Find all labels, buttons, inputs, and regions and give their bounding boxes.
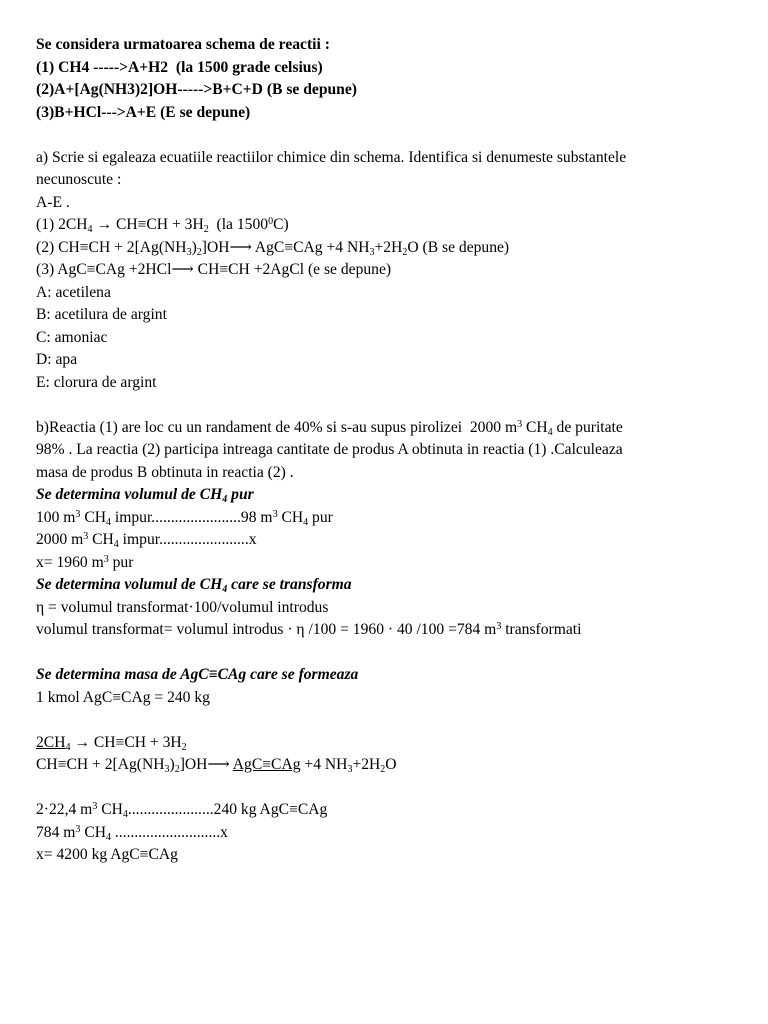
scheme-reaction-3: (3)B+HCl--->A+E (E se depune)	[36, 103, 251, 121]
part-a-question-line-2: necunoscute :	[36, 171, 122, 188]
scheme-reaction-2: (2)A+[Ag(NH3)2]OH----->B+C+D (B se depune)	[36, 81, 357, 98]
calc-line-9: 2·22,4 $m^3$ $CH_4......................240$ kg AgC≡CAg	[36, 801, 328, 820]
scheme-reaction-1: (1) CH4 ----->A+H2 (la 1500 grade celsius)	[36, 58, 323, 76]
calc-line-7: $2CH_4 \to CH\equiv CH + 3H_2$	[36, 733, 187, 753]
heading-pure-volume: Se determina volumul de $CH_4$ pur	[36, 486, 254, 505]
identification-c: C: amoniac	[36, 328, 108, 346]
heading-transformed-volume: Se determina volumul de $CH_4$ care se transforma	[36, 576, 352, 595]
calc-line-8: $CH\equiv CH + 2[Ag(NH_3)_2]OH⟶$ AgC≡CAg +4 $NH_3+2H_2O$	[36, 756, 397, 775]
calc-line-3: x= 1960 $m^3$ pur	[36, 553, 134, 571]
scheme-title: Se considera urmatoarea schema de reactii :	[36, 36, 330, 53]
calc-line-5: volumul transformat= volumul introdus · η /100 = 1960 · 40 /100 =784 $m^3$ transformati	[36, 621, 582, 638]
document-page	[36, 34, 756, 867]
calc-line-6: 1 kmol AgC≡CAg = 240 kg	[36, 688, 210, 706]
part-b-question-line-3: masa de produs B obtinuta in reactia (2) .	[36, 463, 294, 481]
calc-line-10: 784 $m^3$ $CH_4$ ...........................x	[36, 823, 228, 843]
equation-3: (3) AgC≡CAg +2HCl⟶ CH≡CH +2AgCl (e se depune)	[36, 261, 392, 278]
part-b-question-line-2: 98% . La reactia (2) participa intreaga cantitate de produs A obtinuta in reactia (1) .Calculeaza	[36, 441, 623, 458]
calc-line-1: 100 $m^3$ $CH_4$ impur.......................98 $m^3$ $CH_4$ pur	[36, 508, 333, 528]
equation-1: (1) $2CH_4 \to CH\equiv CH + 3H_2$ (la 1500$^0$C)	[36, 216, 289, 235]
identification-d: D: apa	[36, 351, 78, 368]
part-a-question-line-1: a) Scrie si egaleaza ecuatiile reactiilor chimice din schema. Identifica si denumeste substantele	[36, 148, 627, 166]
identification-b: B: acetilura de argint	[36, 306, 167, 323]
identification-a: A: acetilena	[36, 283, 111, 301]
part-a-question-line-3: A-E .	[36, 193, 70, 211]
part-b-question-line-1: b)Reactia (1) are loc cu un randament de 40% si s-au supus pirolizei 2000 $m^3$ $CH_4$ de puritate	[36, 418, 623, 438]
identification-e: E: clorura de argint	[36, 373, 157, 391]
calc-line-2: 2000 $m^3$ $CH_4$ impur.......................x	[36, 531, 257, 550]
equation-2: (2) $CH\equiv CH + 2[Ag(NH_3)_2]OH⟶$ AgC≡CAg +4 $NH_3+2H_2O$ (B se depune)	[36, 238, 510, 258]
heading-product-mass: Se determina masa de AgC≡CAg care se formeaza	[36, 666, 359, 683]
calc-result: x= 4200 kg AgC≡CAg	[36, 846, 178, 863]
calc-line-4: η = volumul transformat·100/volumul introdus	[36, 598, 329, 616]
